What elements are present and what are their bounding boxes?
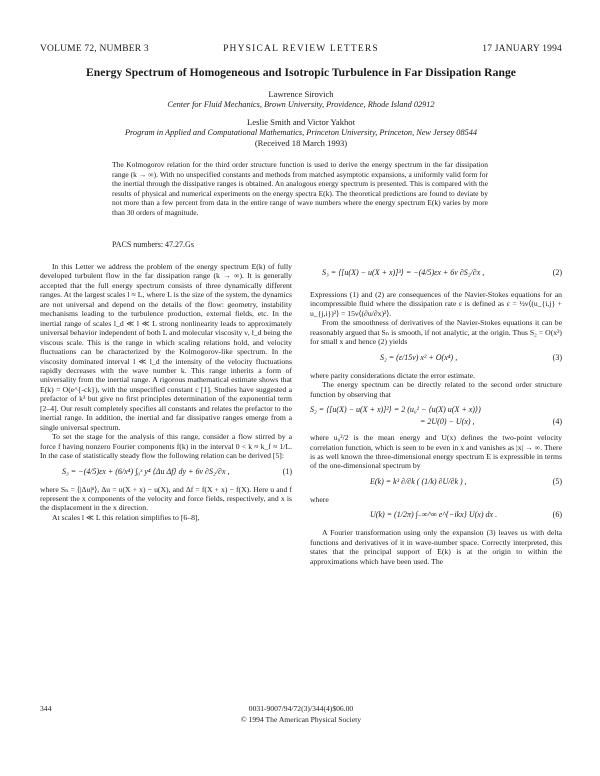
equation-6 <box>310 507 562 525</box>
journal-name: PHYSICAL REVIEW LETTERS <box>223 44 379 54</box>
right-paragraph-6: A Fourier transformation using only the expansion (3) leaves us with delta functions and derivatives of it in wave-number space. Correctly interpreted, this states that the principal support of E(k) is at the origin to within the approximations which have been used. The <box>310 528 562 566</box>
equation-4-line-1: S₂ = ⟨[u(X) − u(X + x)]²⟩ = 2 (u₀² − ⟨u(X) u(X + x)⟩) <box>310 405 481 415</box>
right-paragraph-3: where parity considerations dictate the error estimate. <box>310 370 475 380</box>
equation-3-number: (3) <box>552 352 562 362</box>
left-paragraph-1: In this Letter we address the problem of the energy spectrum E(k) of fully developed turbulent flow in the far dissipation range (k → ∞). It is generally accepted that the full energy spectrum consists of three dynamically different ranges. At the largest scales l ≈ L, where L is the size of the system, the dynamics are not universal and depend on the details of the flow: geometry, instability mechanisms leading to the turbulence production, external fields, etc. In the inertial range of scales l_d ≪ l ≪ L strong nonlinearity leads to approximately universal behavior independent of both L and molecular viscosity ν, l_d being the viscous scale. This is the range in which scaling relations hold, and velocity fluctuations can be characterized by the Kolmogorov-like spectrum. In the viscosity dominated interval l ≪ l_d the intensity of the velocity fluctuations rapidly decreases with the wave number k. This range inherits a form of universality from the inertial range. A rigorous mathematical estimate shows that E(k) = O(e^{-ck}), with the unspecified constant c [1]. Studies have suggested a prefactor of k³ but give no first principles determination of the exponential term [2–4]. Our result completely specifies all constants and relates the prefactor to the inertial range. In addition, the inertial and far dissipative ranges emerge from a single universal spectrum. <box>40 262 292 432</box>
equation-6-number: (6) <box>552 510 562 520</box>
equation-4 <box>310 402 562 430</box>
article-code: 0031-9007/94/72(3)/344(4)$06.00 <box>248 704 354 713</box>
equation-6-formula: U(k) = (1/2π) ∫₋∞^∞ e^{−ikx} U(x) dx . <box>370 510 498 520</box>
author-line-2: Leslie Smith and Victor Yakhot <box>247 117 355 127</box>
equation-4-line-2: = 2U(0) − U(x) , <box>420 417 475 427</box>
affiliation-2: Program in Applied and Computational Mathematics, Princeton University, Princeton, New Jersey 08544 <box>124 128 478 137</box>
right-paragraph-2: From the smoothness of derivatives of the Navier-Stokes equations it can be reasonably argued that Sₙ is smooth, if not analytic, at the origin. Thus S₂ = O(x²) for small x and hence (2) yields <box>310 318 562 347</box>
equation-2 <box>310 264 562 284</box>
equation-3-formula: S₂ = (ε/15ν) x² + O(x⁴) , <box>380 352 458 362</box>
equation-5-formula: E(k) = k³ ∂/∂k ( (1/k) ∂U/∂k ) , <box>370 476 467 486</box>
equation-1-number: (1) <box>282 466 292 476</box>
equation-2-number: (2) <box>552 268 562 277</box>
right-paragraph-4: The energy spectrum can be directly related to the second order structure function by observing that <box>310 380 562 399</box>
received-date: (Received 18 March 1993) <box>254 138 348 148</box>
left-paragraph-2: To set the stage for the analysis of this range, consider a flow stirred by a force f having nonzero Fourier components f(k) in the interval 0 < k ≈ k_f ≈ 1/L. In the case of statistically steady flow the following relation can be derived [5]: <box>40 432 292 461</box>
page-number: 344 <box>40 704 52 713</box>
equation-5-number: (5) <box>552 476 562 486</box>
issue-date: 17 JANUARY 1994 <box>482 44 562 54</box>
where-label: where <box>310 494 329 504</box>
affiliation-1: Center for Fluid Mechanics, Brown University, Providence, Rhode Island 02912 <box>167 100 435 109</box>
author-line-1: Lawrence Sirovich <box>268 89 334 99</box>
copyright: © 1994 The American Physical Society <box>240 715 362 724</box>
volume-number: VOLUME 72, NUMBER 3 <box>40 44 149 54</box>
equation-1-formula: S₃ = −(4/5)εx + (6/x⁴) ∫₀ˣ y⁴ ⟨Δu Δf⟩ dy + 6ν ∂S₂/∂x , <box>62 466 230 476</box>
abstract: The Kolmogorov relation for the third order structure function is used to derive the energy spectrum in the far dissipation range (k → ∞). With no unspecified constants and methods from matched asymptotic expansions, a uniformly valid form for the inertial through the dissipative ranges is obtained. An analogous energy spectrum is presented. This is compared with the results of physical and numerical experiments on the energy spectra E(k). The theoretical predictions are found to deviate by not more than a few percent from data in the entire range of wave numbers where the energy spectrum E(k) varies by more than 30 orders of magnitude. <box>112 160 488 217</box>
equation-4-number: (4) <box>552 417 562 427</box>
right-paragraph-1: Expressions (1) and (2) are consequences of the Navier-Stokes equations for an incompressible fluid where the dissipation rate ε is defined as ε = ½ν⟨(u_{i,j} + u_{j,i})²⟩ = 15ν⟨(∂u/∂x)²⟩. <box>310 290 562 318</box>
equation-1 <box>40 464 292 482</box>
equation-5 <box>310 474 562 492</box>
pacs-numbers: PACS numbers: 47.27.Gs <box>112 240 194 249</box>
equation-3 <box>310 350 562 368</box>
equation-2-formula: S₃ = ⟨[u(X) − u(X + x)]³⟩ = −(4/5)εx + 6ν ∂S₂/∂x , <box>322 268 485 277</box>
right-paragraph-5: where u₀²/2 is the mean energy and U(x) defines the two-point velocity correlation function, which is seen to be even in x and vanishes as |x| → ∞. There is as well known the three-dimensional energy spectrum E is expressible in terms of the one-dimensional spectrum by <box>310 433 562 471</box>
right-column <box>310 290 562 566</box>
article-title: Energy Spectrum of Homogeneous and Isotropic Turbulence in Far Dissipation Range <box>85 66 516 79</box>
left-paragraph-3: where Sₙ = ⟨|Δu|ⁿ⟩, Δu = u(X + x) − u(X), and Δf = f(X + x) − f(X). Here u and f represent the x components of the velocity and force fields, respectively, and x is the displacement in the x direction. <box>40 484 292 513</box>
left-paragraph-4: At scales l ≪ L this relation simplifies to [6–8], <box>52 512 200 522</box>
left-column <box>40 262 292 522</box>
